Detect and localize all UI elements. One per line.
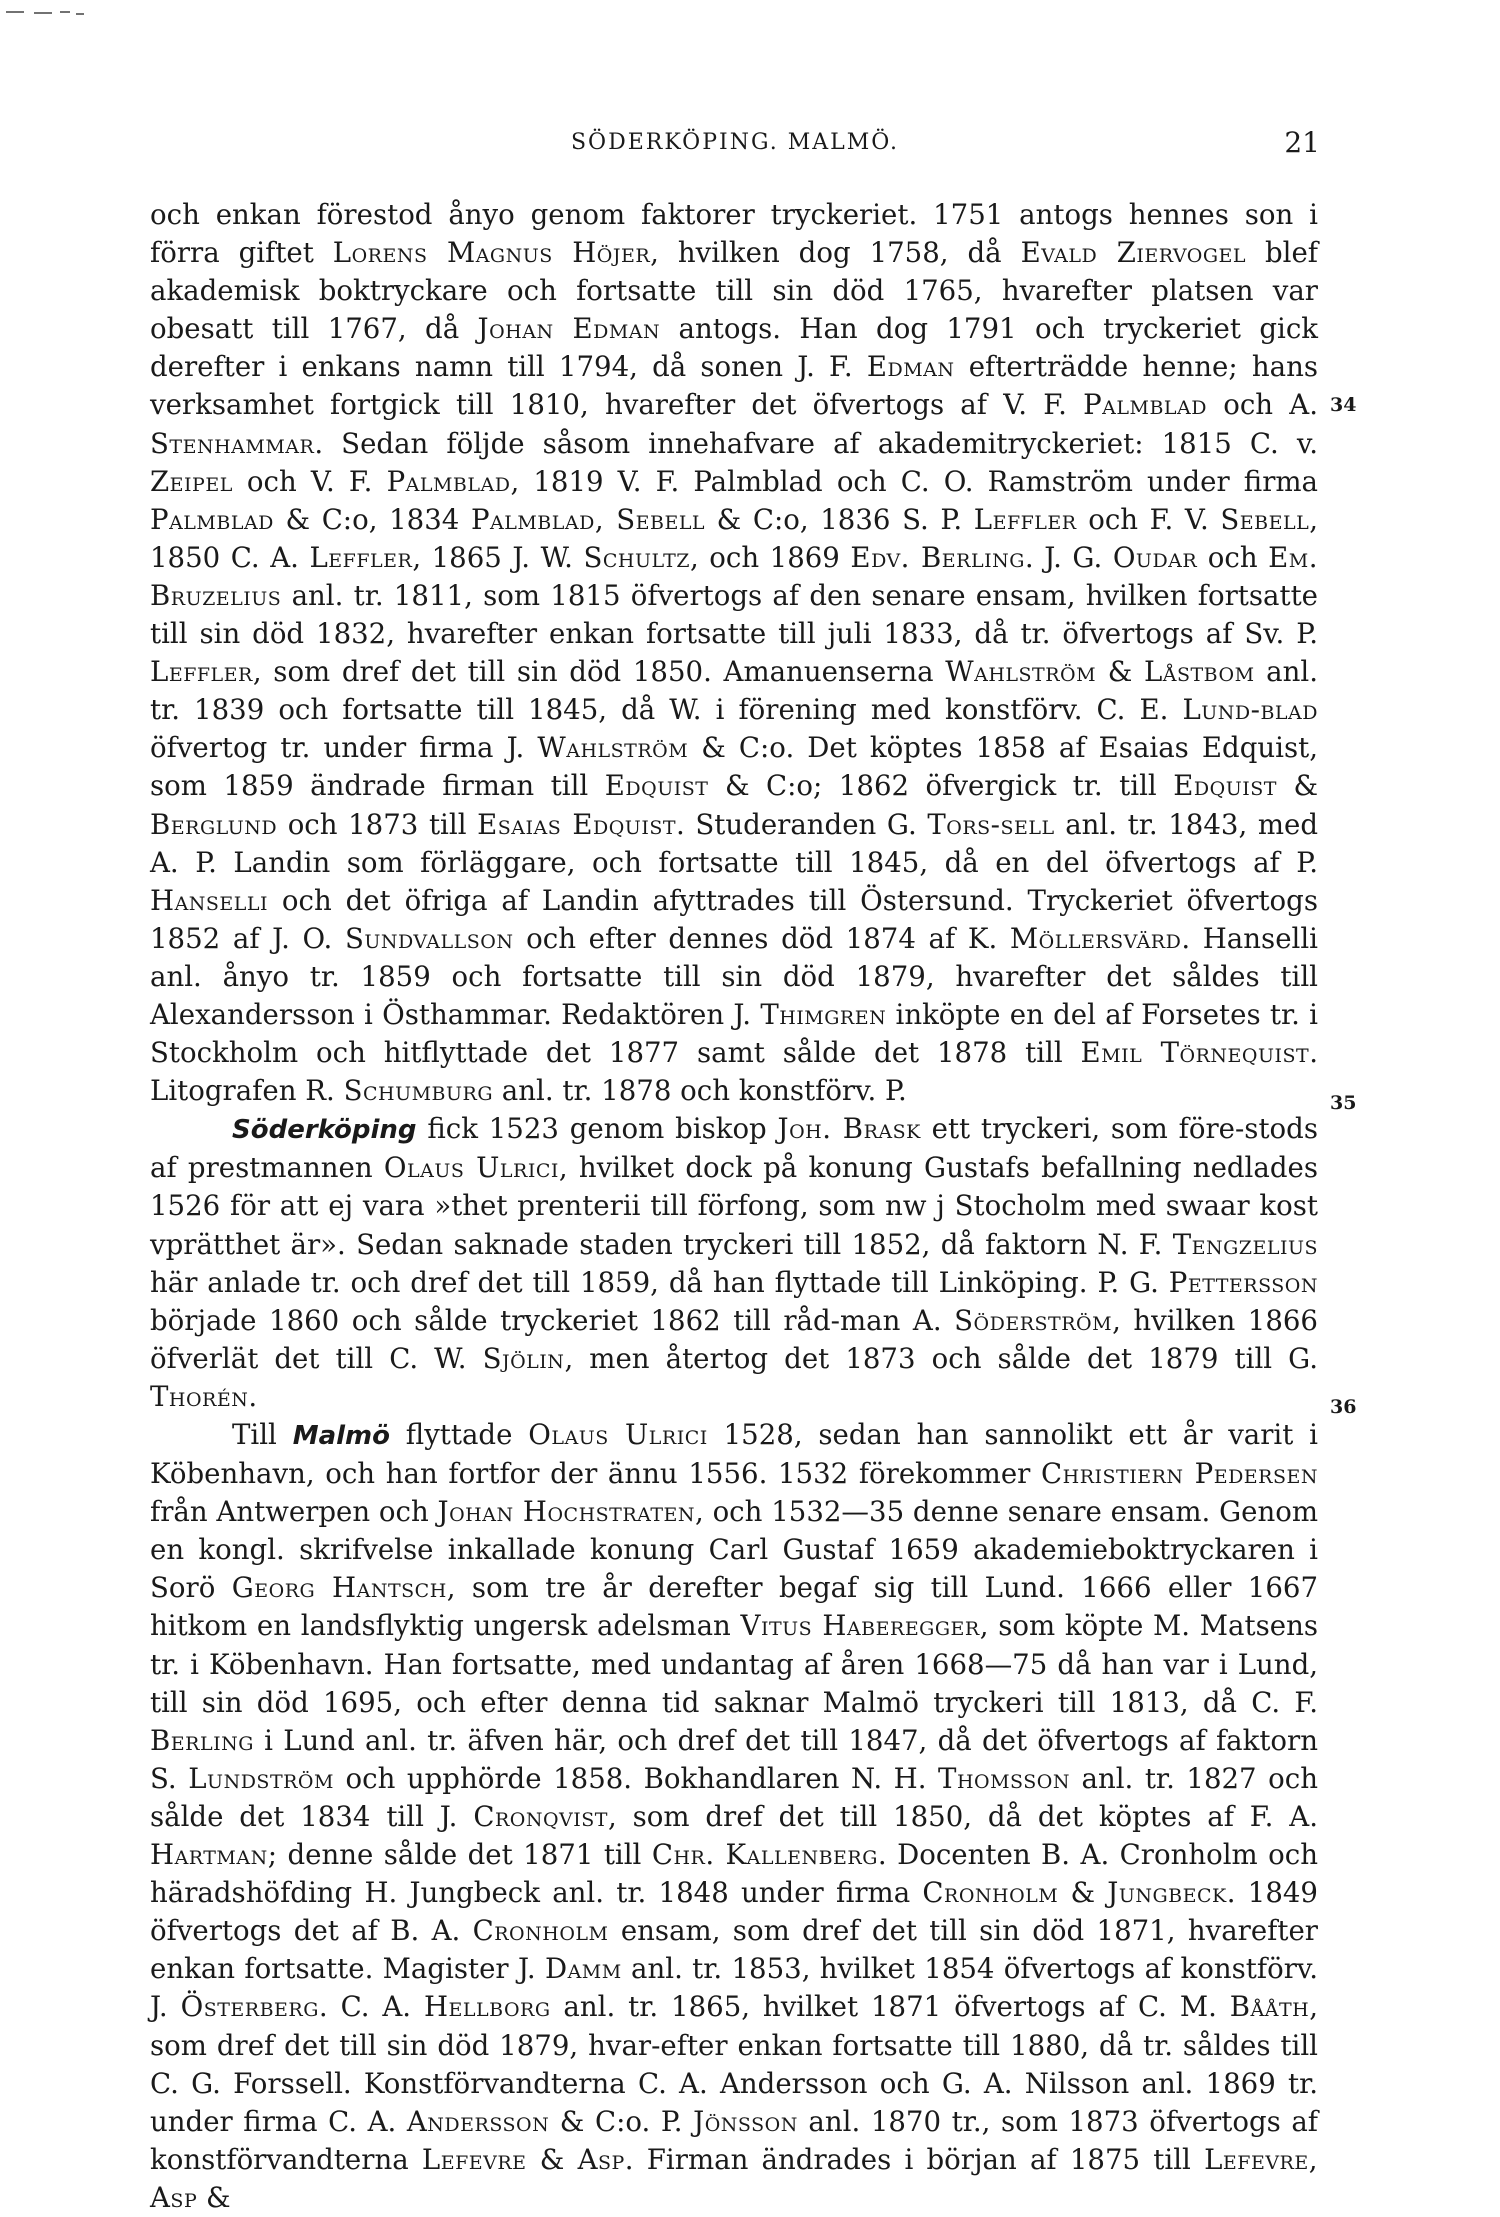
text-run: , hvilken dog 1758, då	[650, 236, 1021, 270]
person-name: Edman	[866, 350, 955, 384]
text-run: började 1860 och sålde tryckeriet 1862 till råd-man A.	[150, 1303, 955, 1337]
text-run: fick 1523 genom biskop	[416, 1112, 778, 1146]
person-name: Olaus Ulrici	[383, 1151, 559, 1185]
person-name: Vitus Haberegger	[740, 1609, 980, 1643]
person-name: Låstbom	[1143, 655, 1255, 689]
text-run: &	[526, 2142, 578, 2176]
person-name: Palmblad	[150, 502, 274, 536]
text-run: . Studeranden G.	[676, 807, 928, 841]
paragraph	[150, 1110, 1318, 1416]
person-name: Palmblad, Sebell	[470, 502, 706, 536]
margin-number: 36	[1330, 1396, 1357, 1418]
text-run: & C:o. Det köptes 1858 af Esaias Edquist, som 1859 ändrade firman till	[150, 731, 1318, 803]
text-run: , som dref det till 1850, då det köptes af F. A.	[607, 1799, 1318, 1833]
text-run: .	[248, 1379, 258, 1413]
text-run: &	[1276, 769, 1319, 803]
person-name: Georg Hantsch	[231, 1571, 447, 1605]
place-heading: Malmö	[292, 1421, 390, 1451]
person-name: Sjölin	[482, 1341, 565, 1375]
person-name: Esaias Edquist	[477, 807, 677, 841]
person-name: Joh. Brask	[777, 1112, 921, 1146]
text-run: . Hanselli anl. ånyo tr. 1859 och fortsatte till sin död 1879, hvarefter det såldes till Alexandersson i Östhammar. Redaktören J.	[150, 921, 1318, 1031]
person-name: Palmblad	[386, 464, 511, 498]
text-run: inköpte en del af Forsetes tr. i Stockholm och hitflyttade det 1877 samt sålde det 1878 till	[150, 997, 1318, 1070]
person-name: Tengzelius	[1172, 1227, 1318, 1261]
text-run: &	[1058, 1876, 1108, 1910]
person-name: Olaus Ulrici	[528, 1418, 708, 1451]
margin-number: 34	[1330, 394, 1357, 416]
person-name: Bååth	[1229, 1990, 1310, 2024]
text-run: och det öfriga af Landin afyttrades till Östersund. Tryckeriet öfvertogs 1852 af J. O.	[150, 883, 1318, 955]
text-run: &	[1096, 655, 1144, 689]
person-name: Zeipel	[150, 464, 233, 498]
person-name: Cronqvist	[473, 1799, 608, 1833]
person-name: Evald Ziervogel	[1020, 236, 1246, 270]
person-name: Hanselli	[150, 883, 269, 917]
person-name: Asp	[577, 2142, 625, 2176]
text-run: anl. tr. 1843, med A. P. Landin som förläggare, och fortsatte till 1845, då en del öfvertogs af P.	[150, 807, 1318, 879]
text-run: , som tre år derefter begaf sig till Lund. 1666 eller 1667 hitkom en landsflyktig ungersk adelsman	[150, 1571, 1318, 1643]
scan-artifact	[4, 8, 144, 18]
text-run: & C:o. P.	[549, 2104, 694, 2138]
person-name: Edquist	[1173, 769, 1277, 803]
running-head: SÖDERKÖPING. MALMÖ.	[570, 130, 900, 155]
text-run: och	[1197, 540, 1269, 574]
text-run: , hvilket dock på konung Gustafs befallning nedlades 1526 för att ej vara »thet prenterii till förfong, som nw j Stocholm med swaar kost vprätthet är». Sedan saknade staden tryckeri till 1852, då faktorn N. F.	[150, 1151, 1318, 1261]
person-name: Chr. Kallenberg	[651, 1838, 878, 1872]
person-name: Oudar	[1112, 540, 1198, 574]
page-header	[150, 126, 1320, 166]
person-name: Jungbeck	[1107, 1876, 1227, 1910]
text-run: ensam, som dref det till sin död 1871, hvarefter enkan fortsatte. Magister J.	[150, 1914, 1318, 1986]
person-name: Möllersvärd	[1009, 921, 1182, 955]
person-name: Thorén	[150, 1379, 249, 1413]
person-name: Lorens Magnus Höjer	[332, 236, 651, 270]
person-name: Hellborg	[423, 1990, 551, 2024]
text-run: efterträdde henne; hans verksamhet fortgick till 1810, hvarefter det öfvertogs af V. F.	[150, 350, 1319, 422]
person-name: Lefevre, Asp	[150, 2142, 1318, 2214]
person-name: Schumburg	[343, 1074, 493, 1108]
person-name: Wahlström	[945, 655, 1097, 689]
text-run: . Litografen R.	[150, 1036, 1318, 1108]
text-run: anl. tr. 1853, hvilket 1854 öfvertogs af konstförv. J.	[150, 1952, 1318, 2024]
text-run: . C. A.	[318, 1990, 424, 2024]
person-name: Edv. Berling	[850, 540, 1025, 574]
text-run: här anlade tr. och dref det till 1859, då han flyttade till Linköping. P. G.	[150, 1265, 1169, 1299]
text-run: ; denne sålde det 1871 till	[267, 1838, 652, 1872]
text-run: anl. tr. 1878 och konstförv. P.	[493, 1074, 907, 1108]
person-name: Berling	[150, 1723, 254, 1757]
person-name: Tors-sell	[927, 807, 1055, 841]
body-text	[150, 196, 1318, 2217]
person-name: Emil Törnequist	[1080, 1036, 1310, 1070]
text-run: , som dref det till sin död 1879, hvar-efter enkan fortsatte till 1880, då tr. såldes till C. G. Forssell. Konstförvandterna C. A. Andersson och G. A. Nilsson anl. 1869 tr. under firma C. A.	[150, 1990, 1318, 2138]
person-name: Em. Bruzelius	[150, 540, 1319, 612]
text-run: , hvilken 1866 öfverlät det till C. W.	[150, 1303, 1318, 1375]
text-run: . J. G.	[1024, 540, 1113, 574]
text-run: och efter dennes död 1874 af K.	[513, 921, 1010, 955]
person-name: Söderström	[954, 1303, 1113, 1337]
text-run: anl. 1870 tr., som 1873 öfvertogs af konstförvandterna	[150, 2104, 1319, 2176]
person-name: Sebell	[1220, 502, 1310, 536]
text-run: , 1865 J. W.	[412, 540, 584, 574]
person-name: Christiern Pedersen	[1041, 1457, 1318, 1491]
place-heading: Söderköping	[232, 1115, 417, 1146]
paragraph	[150, 196, 1318, 1110]
text-run: anl. tr. 1811, som 1815 öfvertogs af den senare ensam, hvilken fortsatte till sin död 1832, hvarefter enkan fortsatte till juli 1833, då tr. öfvertogs af Sv. P.	[150, 578, 1318, 651]
text-run: , och 1869	[689, 540, 851, 574]
text-run: och upphörde 1858. Bokhandlaren N. H.	[333, 1761, 939, 1795]
person-name: Leffler	[973, 502, 1077, 536]
person-name: Cronholm	[472, 1914, 609, 1948]
text-run: , och 1532—35 denne senare ensam. Genom en kongl. skrifvelse inkallade konung Carl Gustaf 1659 akademieboktryckaren i Sorö	[150, 1495, 1318, 1605]
person-name: Cronholm	[922, 1876, 1059, 1910]
text-run: , som köpte M. Matsens tr. i Köbenhavn. Han fortsatte, med undantag af åren 1668—75 då han var i Lund, till sin död 1695, och efter denna tid saknar Malmö tryckeri till 1813, då C. F.	[150, 1609, 1319, 1719]
text-run: . Docenten B. A. Cronholm och häradshöfding H. Jungbeck anl. tr. 1848 under firma	[150, 1838, 1318, 1910]
person-name: Stenhammar	[150, 426, 315, 460]
person-name: Pettersson	[1168, 1265, 1318, 1299]
text-run: från Antwerpen och	[150, 1495, 438, 1529]
person-name: Thimgren	[760, 997, 887, 1031]
person-name: Wahlström	[537, 731, 689, 765]
person-name: Johan Hochstraten	[437, 1495, 695, 1529]
margin-number: 35	[1330, 1092, 1357, 1114]
person-name: Lund-blad	[1182, 693, 1318, 727]
text-run: blef akademisk boktryckare och fortsatte till sin död 1765, hvarefter platsen var obesatt till 1767, då	[150, 236, 1318, 346]
person-name: Damm	[544, 1952, 622, 1986]
person-name: Lefevre	[421, 2142, 527, 2176]
person-name: Lundström	[188, 1761, 334, 1795]
text-run: , som dref det till sin död 1850. Amanuenserna	[252, 655, 946, 689]
text-run: . 1849 öfvertogs det af B. A.	[150, 1876, 1318, 1948]
text-run: & C:o, 1836 S. P.	[705, 502, 974, 536]
text-run: 1528, sedan han sannolikt ett år varit i Köbenhavn, och han fortfor der ännu 1556. 1532 förekommer	[150, 1418, 1318, 1491]
person-name: Leffler	[150, 655, 253, 689]
text-run: , 1819 V. F. Palmblad och C. O. Ramström under firma	[510, 464, 1318, 498]
text-run: flyttade	[390, 1418, 529, 1451]
text-run: och V. F.	[232, 464, 387, 498]
person-name: Johan Edman	[477, 312, 661, 346]
text-run: i Lund anl. tr. äfven här, och dref det till 1847, då det öfvertogs af faktorn S.	[150, 1723, 1318, 1795]
text-run: och 1873 till	[277, 807, 478, 841]
person-name: Andersson	[406, 2104, 550, 2138]
text-run: anl. tr. 1865, hvilket 1871 öfvertogs af C. M.	[550, 1990, 1230, 2024]
text-run: . Firman ändrades i början af 1875 till	[624, 2142, 1205, 2176]
text-run: & C:o, 1834	[273, 502, 471, 536]
paragraph	[150, 1416, 1318, 2217]
person-name: Sundvallson	[344, 921, 514, 955]
text-run: Till	[232, 1418, 293, 1451]
text-run: och A.	[1207, 388, 1318, 422]
person-name: Österberg	[180, 1990, 319, 2024]
text-run: öfvertog tr. under firma J.	[150, 731, 538, 765]
text-run: & C:o; 1862 öfvergick tr. till	[708, 769, 1174, 803]
page-number: 21	[1284, 126, 1320, 159]
text-run: antogs. Han dog 1791 och tryckeriet gick derefter i enkans namn till 1794, då sonen J. F.	[150, 312, 1319, 384]
text-run: anl. tr. 1827 och sålde det 1834 till J.	[150, 1761, 1318, 1833]
text-run: och F. V.	[1076, 502, 1221, 536]
person-name: Berglund	[150, 807, 278, 841]
text-run: . Sedan följde såsom innehafvare af akademitryckeriet: 1815 C. v.	[314, 426, 1318, 460]
person-name: Schultz	[583, 540, 690, 574]
person-name: Leffler	[309, 540, 413, 574]
text-run: anl. tr. 1839 och fortsatte till 1845, då W. i förening med konstförv. C. E.	[150, 655, 1319, 727]
text-run: och enkan förestod ånyo genom faktorer tryckeriet. 1751 antogs hennes son i förra giftet	[150, 198, 1318, 270]
person-name: Palmblad	[1083, 388, 1208, 422]
person-name: Thomsson	[938, 1761, 1070, 1795]
person-name: Hartman	[150, 1838, 268, 1872]
text-run: ett tryckeri, som före-stods af prestmannen	[150, 1112, 1318, 1185]
text-run: &	[197, 2180, 231, 2214]
person-name: Jönsson	[693, 2104, 798, 2138]
text-run: , men återtog det 1873 och sålde det 1879 till G.	[564, 1341, 1319, 1375]
text-run: , 1850 C. A.	[150, 502, 1319, 574]
person-name: Edquist	[604, 769, 709, 803]
